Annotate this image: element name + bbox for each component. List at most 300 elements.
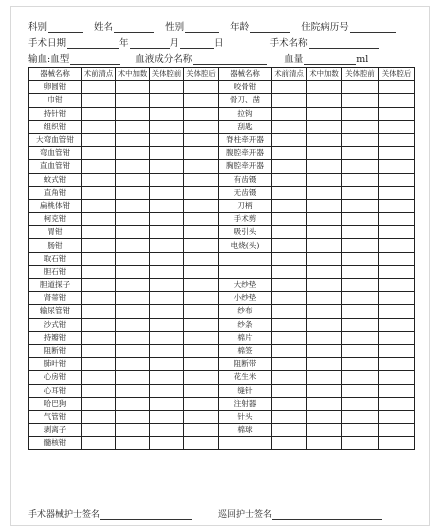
table-row: [29, 410, 415, 423]
count-cell[interactable]: [342, 81, 379, 94]
instrument-name-cell: 心房钳: [29, 371, 82, 384]
table-row: [29, 147, 415, 160]
instrument-name-cell: 无齿镊: [219, 186, 272, 199]
count-cell[interactable]: [116, 107, 150, 120]
count-cell[interactable]: [116, 186, 150, 199]
instrument-name-cell: 注射器: [219, 397, 272, 410]
count-cell[interactable]: [116, 252, 150, 265]
count-cell[interactable]: [184, 133, 219, 146]
instrument-name-cell: 吸引头: [219, 226, 272, 239]
count-cell[interactable]: [116, 437, 150, 450]
col-header: 术前清点: [82, 68, 116, 81]
count-cell[interactable]: [82, 384, 116, 397]
count-cell[interactable]: [379, 410, 415, 423]
instrument-name-cell: 直角钳: [29, 186, 82, 199]
count-cell[interactable]: [307, 147, 342, 160]
count-cell[interactable]: [307, 199, 342, 212]
count-cell[interactable]: [150, 239, 184, 252]
count-cell[interactable]: [82, 252, 116, 265]
instrument-name-cell: 小纱垫: [219, 292, 272, 305]
count-cell[interactable]: [272, 133, 307, 146]
ml-unit: ml: [356, 54, 369, 65]
count-cell[interactable]: [184, 252, 219, 265]
count-cell[interactable]: [342, 226, 379, 239]
instrument-name-cell: 腹腔牵开器: [219, 147, 272, 160]
count-cell[interactable]: [184, 173, 219, 186]
count-cell[interactable]: [342, 358, 379, 371]
count-cell[interactable]: [379, 292, 415, 305]
count-cell[interactable]: [116, 160, 150, 173]
count-cell[interactable]: [116, 173, 150, 186]
count-cell[interactable]: [272, 397, 307, 410]
col-header: 术中加数: [307, 68, 342, 81]
count-cell[interactable]: [150, 371, 184, 384]
surgery-name-field[interactable]: [309, 38, 379, 49]
count-cell[interactable]: [379, 147, 415, 160]
count-cell[interactable]: [150, 437, 184, 450]
count-cell[interactable]: [307, 120, 342, 133]
count-cell[interactable]: [342, 173, 379, 186]
instrument-name-cell: 棉签: [219, 344, 272, 357]
count-cell[interactable]: [82, 437, 116, 450]
circulating-nurse-signature: [218, 507, 382, 520]
count-cell[interactable]: [272, 81, 307, 94]
count-cell[interactable]: [82, 107, 116, 120]
count-cell[interactable]: [379, 120, 415, 133]
count-cell[interactable]: [307, 213, 342, 226]
count-cell[interactable]: [82, 292, 116, 305]
count-cell[interactable]: [150, 305, 184, 318]
count-cell[interactable]: [307, 397, 342, 410]
count-cell[interactable]: [116, 279, 150, 292]
count-cell[interactable]: [307, 81, 342, 94]
count-cell[interactable]: [184, 410, 219, 423]
count-cell[interactable]: [184, 279, 219, 292]
count-cell[interactable]: [184, 331, 219, 344]
age-label: 年龄: [230, 22, 250, 33]
count-cell[interactable]: [379, 94, 415, 107]
count-cell[interactable]: [272, 279, 307, 292]
count-cell[interactable]: [379, 397, 415, 410]
count-cell[interactable]: [307, 265, 342, 278]
instrument-name-cell: 肾蒂钳: [29, 292, 82, 305]
count-cell[interactable]: [342, 371, 379, 384]
count-cell[interactable]: [307, 305, 342, 318]
count-cell[interactable]: [82, 305, 116, 318]
count-cell[interactable]: [116, 292, 150, 305]
count-cell[interactable]: [184, 120, 219, 133]
table-row: [29, 81, 415, 94]
count-cell[interactable]: [82, 397, 116, 410]
count-cell[interactable]: [272, 120, 307, 133]
count-cell[interactable]: [342, 239, 379, 252]
count-cell[interactable]: [150, 279, 184, 292]
count-cell[interactable]: [272, 305, 307, 318]
instrument-name-cell: 骨刀、凿: [219, 94, 272, 107]
count-cell[interactable]: [116, 424, 150, 437]
count-cell[interactable]: [307, 94, 342, 107]
count-cell[interactable]: [342, 94, 379, 107]
blood-type-label: 输血:血型: [28, 54, 70, 65]
instrument-name-cell: 棉球: [219, 424, 272, 437]
count-cell[interactable]: [150, 147, 184, 160]
count-cell[interactable]: [379, 318, 415, 331]
instrument-name-cell: 电烧(头): [219, 239, 272, 252]
count-cell[interactable]: [342, 107, 379, 120]
count-cell[interactable]: [150, 120, 184, 133]
count-cell[interactable]: [307, 384, 342, 397]
count-cell[interactable]: [116, 397, 150, 410]
table-row: [29, 279, 415, 292]
count-cell[interactable]: [379, 305, 415, 318]
count-cell[interactable]: [379, 186, 415, 199]
count-cell[interactable]: [150, 186, 184, 199]
count-cell[interactable]: [82, 424, 116, 437]
count-cell[interactable]: [184, 397, 219, 410]
count-cell[interactable]: [379, 133, 415, 146]
count-cell[interactable]: [184, 384, 219, 397]
count-cell[interactable]: [342, 410, 379, 423]
count-cell[interactable]: [116, 199, 150, 212]
count-cell[interactable]: [150, 226, 184, 239]
count-cell[interactable]: [379, 81, 415, 94]
count-cell[interactable]: [307, 371, 342, 384]
count-cell[interactable]: [342, 292, 379, 305]
count-cell[interactable]: [184, 239, 219, 252]
count-cell[interactable]: [116, 133, 150, 146]
count-cell[interactable]: [342, 213, 379, 226]
instrument-name-cell: 阻断带: [219, 358, 272, 371]
count-cell[interactable]: [82, 173, 116, 186]
dept-field[interactable]: [48, 22, 83, 33]
count-cell[interactable]: [307, 239, 342, 252]
count-cell[interactable]: [116, 410, 150, 423]
count-cell[interactable]: [272, 213, 307, 226]
count-cell[interactable]: [342, 424, 379, 437]
count-cell[interactable]: [379, 437, 415, 450]
col-header: 器械名称: [219, 68, 272, 81]
count-cell[interactable]: [379, 424, 415, 437]
count-cell[interactable]: [342, 305, 379, 318]
count-cell[interactable]: [342, 133, 379, 146]
count-cell[interactable]: [272, 252, 307, 265]
instrument-name-cell: 髓核钳: [29, 437, 82, 450]
count-cell[interactable]: [82, 331, 116, 344]
count-cell[interactable]: [184, 292, 219, 305]
count-cell[interactable]: [82, 160, 116, 173]
count-cell[interactable]: [342, 397, 379, 410]
count-cell[interactable]: [116, 384, 150, 397]
name-field[interactable]: [114, 22, 154, 33]
count-cell[interactable]: [342, 120, 379, 133]
count-cell[interactable]: [150, 344, 184, 357]
instrument-name-cell: 胃钳: [29, 226, 82, 239]
count-cell[interactable]: [307, 331, 342, 344]
table-row: [29, 199, 415, 212]
count-cell[interactable]: [342, 318, 379, 331]
surgery-name-label: 手术名称: [269, 38, 308, 49]
count-cell[interactable]: [150, 397, 184, 410]
instrument-name-cell: 有齿镊: [219, 173, 272, 186]
count-cell[interactable]: [307, 107, 342, 120]
count-cell[interactable]: [272, 107, 307, 120]
count-cell[interactable]: [272, 199, 307, 212]
count-cell[interactable]: [82, 371, 116, 384]
count-cell[interactable]: [150, 410, 184, 423]
count-cell[interactable]: [272, 160, 307, 173]
month-label: 月: [169, 38, 180, 49]
count-cell[interactable]: [116, 358, 150, 371]
count-cell[interactable]: [116, 239, 150, 252]
count-cell[interactable]: [379, 384, 415, 397]
count-cell[interactable]: [379, 213, 415, 226]
count-cell[interactable]: [184, 81, 219, 94]
count-cell[interactable]: [379, 358, 415, 371]
count-cell[interactable]: [342, 344, 379, 357]
table-row: [29, 318, 415, 331]
count-cell[interactable]: [82, 213, 116, 226]
count-cell[interactable]: [379, 279, 415, 292]
count-cell[interactable]: [82, 279, 116, 292]
instrument-name-cell: 胸腔牵开器: [219, 160, 272, 173]
count-cell[interactable]: [82, 226, 116, 239]
count-cell[interactable]: [342, 186, 379, 199]
count-cell[interactable]: [184, 94, 219, 107]
count-cell[interactable]: [272, 239, 307, 252]
instrument-name-cell: 取石钳: [29, 252, 82, 265]
count-cell[interactable]: [184, 437, 219, 450]
month-field[interactable]: [130, 38, 170, 49]
count-cell[interactable]: [307, 133, 342, 146]
count-cell[interactable]: [184, 160, 219, 173]
count-cell[interactable]: [379, 344, 415, 357]
count-cell[interactable]: [307, 160, 342, 173]
count-cell[interactable]: [342, 252, 379, 265]
count-cell[interactable]: [307, 279, 342, 292]
count-cell[interactable]: [150, 292, 184, 305]
header-row-1: [28, 19, 396, 33]
instrument-name-cell: 胆道探子: [29, 279, 82, 292]
instrument-name-cell: 柯克钳: [29, 213, 82, 226]
circulating-nurse-field[interactable]: [272, 509, 382, 520]
count-cell[interactable]: [82, 344, 116, 357]
count-cell[interactable]: [150, 173, 184, 186]
count-cell[interactable]: [184, 199, 219, 212]
instrument-name-cell: 咬骨钳: [219, 81, 272, 94]
count-cell[interactable]: [82, 81, 116, 94]
count-cell[interactable]: [272, 173, 307, 186]
count-cell[interactable]: [272, 344, 307, 357]
instrument-name-cell: 蚊式钳: [29, 173, 82, 186]
table-row: [29, 397, 415, 410]
count-cell[interactable]: [307, 292, 342, 305]
count-cell[interactable]: [272, 292, 307, 305]
count-cell[interactable]: [116, 226, 150, 239]
year-label: 年: [119, 38, 129, 49]
count-cell[interactable]: [116, 81, 150, 94]
count-cell[interactable]: [184, 265, 219, 278]
count-cell[interactable]: [272, 384, 307, 397]
col-header: 关体腔后: [379, 68, 415, 81]
count-cell[interactable]: [150, 94, 184, 107]
count-cell[interactable]: [272, 358, 307, 371]
count-cell[interactable]: [342, 199, 379, 212]
count-cell[interactable]: [150, 133, 184, 146]
instrument-nurse-field[interactable]: [100, 509, 192, 520]
table-row: [29, 213, 415, 226]
count-cell[interactable]: [150, 160, 184, 173]
count-cell[interactable]: [342, 160, 379, 173]
table-row: [29, 133, 415, 146]
table-row: [29, 358, 415, 371]
gender-label: 性别: [165, 22, 185, 33]
count-cell[interactable]: [184, 226, 219, 239]
count-cell[interactable]: [82, 410, 116, 423]
count-cell[interactable]: [379, 265, 415, 278]
count-cell[interactable]: [116, 371, 150, 384]
count-cell[interactable]: [272, 437, 307, 450]
count-cell[interactable]: [150, 81, 184, 94]
instrument-name-cell: 纱条: [219, 318, 272, 331]
count-cell[interactable]: [184, 424, 219, 437]
count-cell[interactable]: [272, 147, 307, 160]
count-cell[interactable]: [82, 199, 116, 212]
count-cell[interactable]: [379, 107, 415, 120]
instrument-name-cell: 脊柱牵开器: [219, 133, 272, 146]
count-cell[interactable]: [116, 147, 150, 160]
count-cell[interactable]: [82, 94, 116, 107]
count-cell[interactable]: [379, 252, 415, 265]
count-cell[interactable]: [150, 358, 184, 371]
count-cell[interactable]: [116, 331, 150, 344]
count-cell[interactable]: [184, 107, 219, 120]
count-cell[interactable]: [379, 160, 415, 173]
blood-volume-field[interactable]: [304, 54, 356, 65]
instrument-name-cell: 刀柄: [219, 199, 272, 212]
count-cell[interactable]: [379, 331, 415, 344]
count-cell[interactable]: [82, 265, 116, 278]
count-cell[interactable]: [116, 213, 150, 226]
count-cell[interactable]: [82, 133, 116, 146]
count-cell[interactable]: [184, 186, 219, 199]
instrument-nurse-label: 手术器械护士签名: [28, 510, 101, 520]
count-cell[interactable]: [184, 147, 219, 160]
table-row: [29, 344, 415, 357]
count-cell[interactable]: [150, 384, 184, 397]
count-cell[interactable]: [116, 344, 150, 357]
count-cell[interactable]: [307, 410, 342, 423]
year-field[interactable]: [67, 38, 119, 49]
count-cell[interactable]: [82, 358, 116, 371]
table-row: [29, 424, 415, 437]
count-cell[interactable]: [150, 318, 184, 331]
instrument-name-cell: 针头: [219, 410, 272, 423]
count-cell[interactable]: [184, 358, 219, 371]
count-cell[interactable]: [342, 437, 379, 450]
count-cell[interactable]: [342, 279, 379, 292]
count-cell[interactable]: [272, 371, 307, 384]
day-field[interactable]: [180, 38, 214, 49]
count-cell[interactable]: [184, 318, 219, 331]
count-cell[interactable]: [379, 239, 415, 252]
day-label: 日: [214, 38, 224, 49]
count-cell[interactable]: [184, 371, 219, 384]
count-cell[interactable]: [379, 226, 415, 239]
count-cell[interactable]: [150, 252, 184, 265]
instrument-name-cell: 心耳钳: [29, 384, 82, 397]
count-cell[interactable]: [150, 331, 184, 344]
instrument-name-cell: 阻断钳: [29, 344, 82, 357]
count-cell[interactable]: [116, 318, 150, 331]
age-field[interactable]: [250, 22, 290, 33]
count-cell[interactable]: [342, 384, 379, 397]
count-cell[interactable]: [342, 147, 379, 160]
count-cell[interactable]: [82, 147, 116, 160]
count-cell[interactable]: [272, 94, 307, 107]
count-cell[interactable]: [307, 318, 342, 331]
count-cell[interactable]: [379, 173, 415, 186]
count-cell[interactable]: [342, 265, 379, 278]
count-cell[interactable]: [272, 265, 307, 278]
count-cell[interactable]: [184, 305, 219, 318]
count-cell[interactable]: [272, 186, 307, 199]
count-cell[interactable]: [307, 358, 342, 371]
count-cell[interactable]: [379, 199, 415, 212]
count-cell[interactable]: [307, 424, 342, 437]
count-cell[interactable]: [116, 265, 150, 278]
count-cell[interactable]: [150, 199, 184, 212]
count-cell[interactable]: [116, 94, 150, 107]
gender-field[interactable]: [185, 22, 219, 33]
count-cell[interactable]: [307, 173, 342, 186]
count-cell[interactable]: [150, 424, 184, 437]
count-cell[interactable]: [272, 424, 307, 437]
count-cell[interactable]: [150, 265, 184, 278]
instrument-name-cell: 花生米: [219, 371, 272, 384]
inpatient-no-field[interactable]: [350, 22, 396, 33]
count-cell[interactable]: [116, 305, 150, 318]
count-cell[interactable]: [307, 186, 342, 199]
blood-type-field[interactable]: [70, 54, 120, 65]
instrument-name-cell: 巾钳: [29, 94, 82, 107]
count-cell[interactable]: [272, 318, 307, 331]
count-cell[interactable]: [272, 410, 307, 423]
count-cell[interactable]: [307, 437, 342, 450]
blood-component-field[interactable]: [193, 54, 267, 65]
count-cell[interactable]: [307, 344, 342, 357]
count-cell[interactable]: [82, 120, 116, 133]
instrument-name-cell: 持瓣钳: [29, 331, 82, 344]
count-cell[interactable]: [272, 331, 307, 344]
count-cell[interactable]: [150, 213, 184, 226]
count-cell[interactable]: [116, 120, 150, 133]
instrument-name-cell: 肠钳: [29, 239, 82, 252]
table-header-row: [29, 68, 415, 81]
count-cell[interactable]: [150, 107, 184, 120]
count-cell[interactable]: [272, 226, 307, 239]
count-cell[interactable]: [82, 239, 116, 252]
count-cell[interactable]: [184, 213, 219, 226]
count-cell[interactable]: [82, 186, 116, 199]
table-row: [29, 160, 415, 173]
count-cell[interactable]: [307, 226, 342, 239]
count-cell[interactable]: [342, 331, 379, 344]
count-cell[interactable]: [307, 252, 342, 265]
table-row: [29, 437, 415, 450]
count-cell[interactable]: [184, 344, 219, 357]
count-cell[interactable]: [379, 371, 415, 384]
count-cell[interactable]: [82, 318, 116, 331]
